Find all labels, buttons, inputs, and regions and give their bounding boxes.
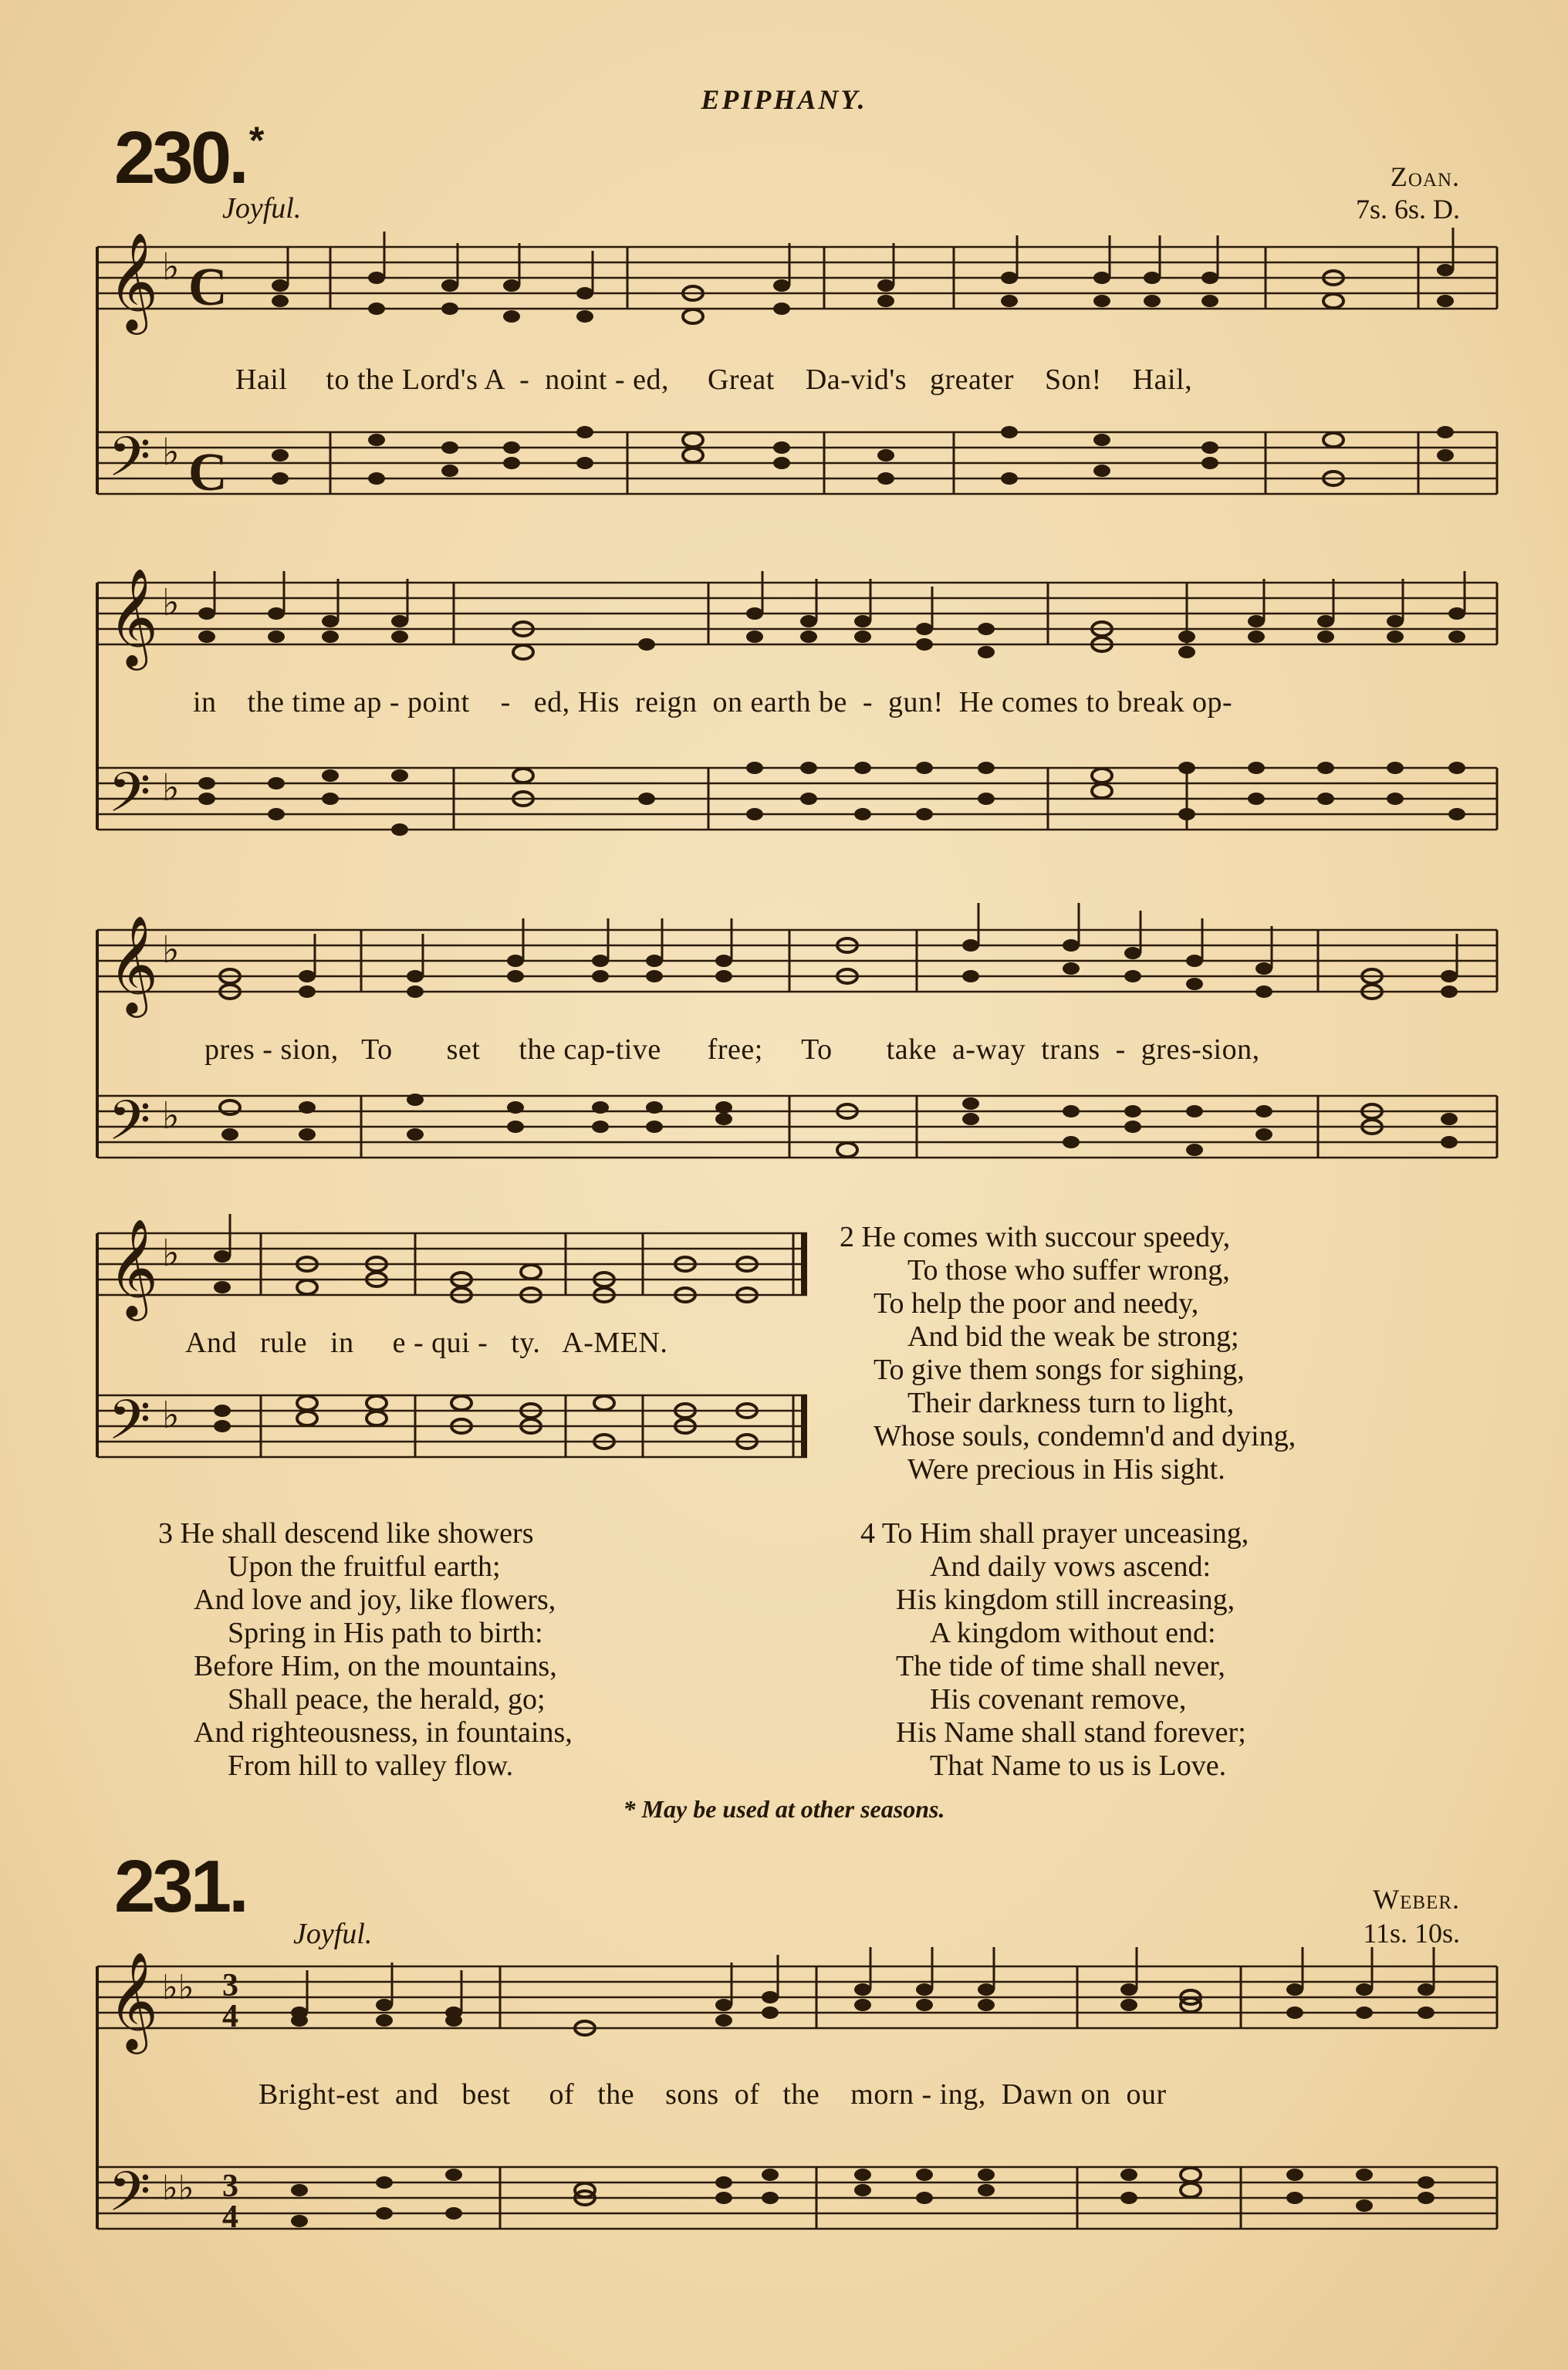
time-signature-bottom: 4: [222, 2199, 238, 2235]
treble-staff-lines: [97, 1233, 807, 1295]
bass-notes: [220, 1094, 1458, 1157]
verse-line: The tide of time shall never,: [896, 1650, 1225, 1682]
verse-3: [158, 1517, 573, 1783]
bass-staff-lines: [97, 768, 1497, 830]
verse-line: To give them songs for sighing,: [874, 1354, 1245, 1386]
verse-line: Whose souls, condemn'd and dying,: [874, 1420, 1296, 1452]
footnote: * May be used at other seasons.: [623, 1795, 945, 1823]
note-stems: [315, 903, 1457, 976]
common-time-icon: C: [188, 443, 228, 502]
verse-line: And righteousness, in fountains,: [194, 1716, 573, 1749]
lyric-line-2: in the time ap - point - ed, His reign on earth be - gun! He comes to break op-: [193, 686, 1233, 718]
verse-line: And bid the weak be strong;: [907, 1320, 1239, 1353]
flat-sign-icon: ♭: [162, 583, 180, 624]
flat-sign-icon: ♭: [162, 930, 180, 971]
hymn-number-230: [114, 116, 261, 201]
bass-clef-icon: 𝄢: [108, 1388, 151, 1466]
verse-line: Before Him, on the mountains,: [194, 1650, 557, 1682]
verse-line: Upon the fruitful earth;: [228, 1550, 501, 1583]
hymn-number-231: 231.: [114, 1845, 246, 1928]
verse-line: His Name shall stand forever;: [896, 1716, 1246, 1749]
bass-clef-icon: 𝄢: [108, 425, 151, 502]
treble-clef-icon: 𝄞: [108, 1218, 159, 1317]
note-stems: [288, 228, 1453, 293]
treble-clef-icon: 𝄞: [108, 232, 159, 330]
flat-sign-icon: ♭♭: [162, 1969, 194, 2007]
tempo-marking-231: Joyful.: [293, 1918, 373, 1950]
tune-name-231: Weber.: [1373, 1884, 1460, 1915]
time-signature-top: 3: [222, 1968, 238, 2003]
verse-number: 3: [158, 1517, 173, 1550]
verse-line: To help the poor and needy,: [874, 1287, 1199, 1320]
verse-line: From hill to valley flow.: [228, 1750, 514, 1782]
verse-number: 4: [860, 1517, 875, 1550]
verse-number: 2: [840, 1221, 854, 1253]
verse-2: [840, 1221, 1296, 1486]
bass-clef-icon: 𝄢: [108, 1089, 151, 1166]
treble-staff-lines: [97, 930, 1497, 992]
verse-line: 4 To Him shall prayer unceasing,: [860, 1517, 1249, 1550]
tune-name-230: Zoan.: [1390, 161, 1460, 192]
meter-230: 7s. 6s. D.: [1355, 194, 1460, 225]
flat-sign-icon: ♭: [162, 1395, 180, 1436]
common-time-icon: C: [188, 258, 228, 317]
verse-line: 2 He comes with succour speedy,: [840, 1221, 1231, 1253]
bass-notes: [272, 426, 1454, 485]
verse-line: 3 He shall descend like showers: [158, 1517, 534, 1550]
bass-clef-icon: 𝄢: [108, 2160, 151, 2237]
flat-sign-icon: ♭♭: [162, 2169, 194, 2207]
tempo-marking-230: Joyful.: [222, 192, 302, 225]
bass-clef-icon: 𝄢: [108, 761, 151, 838]
verse-line: To those who suffer wrong,: [907, 1254, 1230, 1286]
verse-line: And daily vows ascend:: [930, 1550, 1211, 1583]
verse-4: [860, 1517, 1249, 1783]
hymn-number-text: 230.: [114, 117, 246, 199]
verse-line: Their darkness turn to light,: [907, 1387, 1235, 1419]
lyric-line-4: [185, 1326, 667, 1360]
treble-clef-icon: 𝄞: [108, 915, 159, 1013]
treble-staff-lines: [97, 247, 1497, 309]
verse-line: That Name to us is Love.: [930, 1750, 1227, 1782]
flat-sign-icon: ♭: [162, 768, 180, 809]
flat-sign-icon: ♭: [162, 1096, 180, 1137]
treble-staff-lines: [97, 583, 1497, 644]
lyric-line-1: Hail to the Lord's A - noint - ed, Great Da-vid's greater Son! Hail,: [235, 363, 1193, 396]
lyric-line-4-text: And rule in e - qui - ty. A-MEN.: [185, 1327, 668, 1359]
flat-sign-icon: ♭: [162, 1233, 180, 1274]
music-system-2: [91, 567, 1500, 876]
treble-clef-icon: 𝄞: [108, 567, 159, 666]
verse-line: Were precious in His sight.: [907, 1453, 1225, 1486]
time-signature-bottom: 4: [222, 1999, 238, 2034]
verse-line: His covenant remove,: [930, 1683, 1187, 1716]
bass-staff-lines: [97, 432, 1497, 494]
section-heading: EPIPHANY.: [701, 84, 867, 115]
flat-sign-icon: ♭: [162, 432, 180, 473]
lyric-line-231-1: Bright-est and best of the sons of the morn - ing, Dawn on our: [259, 2078, 1167, 2111]
meter-231: 11s. 10s.: [1363, 1918, 1460, 1949]
treble-clef-icon: 𝄞: [108, 1951, 159, 2050]
treble-notes: [198, 607, 1465, 659]
time-signature-top: 3: [222, 2169, 238, 2204]
flat-sign-icon: ♭: [162, 247, 180, 288]
verse-line: Spring in His path to birth:: [228, 1617, 543, 1649]
verse-line: Shall peace, the herald, go;: [228, 1683, 546, 1716]
verse-line: His kingdom still increasing,: [896, 1584, 1235, 1616]
footnote-marker: *: [248, 119, 262, 162]
lyric-line-3: pres - sion, To set the cap-tive free; To take a-way trans - gres-sion,: [204, 1033, 1260, 1066]
verse-line: A kingdom without end:: [930, 1617, 1216, 1649]
verse-line: And love and joy, like flowers,: [194, 1584, 556, 1616]
